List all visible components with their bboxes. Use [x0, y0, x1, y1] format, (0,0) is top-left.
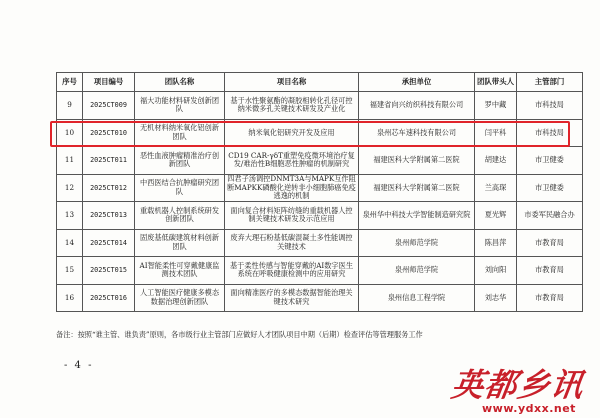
- header-unit: 承担单位: [359, 73, 475, 92]
- cell-dept: 市教育局: [517, 284, 583, 312]
- cell-no: 10: [57, 119, 83, 147]
- cell-leader: 刘志华: [475, 284, 517, 312]
- cell-dept: 市卫健委: [517, 174, 583, 202]
- cell-title: 面向复合材料矩阵纺缝的重载机器人控制关键技术研发及示范应用: [225, 202, 359, 230]
- cell-code: 2025CT014: [83, 229, 135, 257]
- header-team: 团队名称: [135, 73, 225, 92]
- cell-no: 13: [57, 202, 83, 230]
- cell-team: 重载机器人控制系统研发创新团队: [135, 202, 225, 230]
- cell-leader: 兰高琛: [475, 174, 517, 202]
- cell-code: 2025CT012: [83, 174, 135, 202]
- cell-unit: 福建省向兴纺织科技有限公司: [359, 92, 475, 120]
- table-row: [57, 174, 583, 202]
- table-header-row: [57, 73, 583, 92]
- cell-title: CD19 CAR-γδT重塑免疫微环境治疗复发/难治性B细胞恶性肿瘤的机制研究: [225, 147, 359, 175]
- cell-team: 固废基低碳建筑材料创新团队: [135, 229, 225, 257]
- cell-dept: 市委军民融合办: [517, 202, 583, 230]
- page-number: - 4 -: [64, 360, 94, 371]
- cell-code: 2025CT015: [83, 257, 135, 285]
- cell-leader: 刘向阳: [475, 257, 517, 285]
- cell-no: 15: [57, 257, 83, 285]
- cell-dept: 市科技局: [517, 119, 583, 147]
- table-row: [57, 147, 583, 175]
- cell-team: 恶性血液肿瘤精准治疗创新团队: [135, 147, 225, 175]
- cell-code: 2025CT016: [83, 284, 135, 312]
- cell-title: 废弃大理石粉基低碳混凝土多性能调控关键技术: [225, 229, 359, 257]
- cell-unit: 泉州芯车速科技有限公司: [359, 119, 475, 147]
- cell-no: 16: [57, 284, 83, 312]
- table-row: [57, 257, 583, 285]
- cell-leader: 陈昌萍: [475, 229, 517, 257]
- cell-dept: 市卫健委: [517, 147, 583, 175]
- table-row: [57, 202, 583, 230]
- header-dept: 主管部门: [517, 73, 583, 92]
- watermark-url: www.ydxx.net: [482, 402, 576, 415]
- header-no: 序号: [57, 73, 83, 92]
- cell-code: 2025CT013: [83, 202, 135, 230]
- cell-title: 基于柔性传感与智能穿戴的AI数字医生系统在呼吸健康检测中的应用研究: [225, 257, 359, 285]
- cell-code: 2025CT011: [83, 147, 135, 175]
- cell-dept: 市教育局: [517, 229, 583, 257]
- cell-unit: 福建医科大学附属第二医院: [359, 147, 475, 175]
- cell-team: 无机材料纳米氧化铝创新团队: [135, 119, 225, 147]
- cell-title: 基于水性聚氨酯的凝胶相转化孔径可控纳米微多孔关键技术研发及产业化: [225, 92, 359, 120]
- cell-unit: 泉州华中科技大学智能制造研究院: [359, 202, 475, 230]
- header-code: 项目编号: [83, 73, 135, 92]
- cell-leader: 罗中藏: [475, 92, 517, 120]
- cell-leader: 闫平科: [475, 119, 517, 147]
- cell-no: 9: [57, 92, 83, 120]
- cell-leader: 夏光辉: [475, 202, 517, 230]
- cell-team: 福大功能材料研发创新团队: [135, 92, 225, 120]
- cell-unit: 泉州师范学院: [359, 229, 475, 257]
- header-leader: 团队带头人: [475, 73, 517, 92]
- table-footnote: 备注：按照“谁主管、谁负责”原则，各市级行业主管部门应做好人才团队项目中期（后期）检查评估等管理服务工作: [56, 330, 423, 339]
- cell-unit: 福建医科大学附属第二医院: [359, 174, 475, 202]
- cell-dept: 市科技局: [517, 92, 583, 120]
- table-row: [57, 284, 583, 312]
- watermark-logo-text: 英都乡讯: [449, 366, 587, 404]
- cell-title: 面向精准医疗的多模态数据智能治理关键技术研究: [225, 284, 359, 312]
- cell-team: 中西医结合抗肿瘤研究团队: [135, 174, 225, 202]
- header-title: 项目名称: [225, 73, 359, 92]
- cell-no: 14: [57, 229, 83, 257]
- cell-no: 12: [57, 174, 83, 202]
- cell-team: AI智能柔性可穿戴健康监测技术团队: [135, 257, 225, 285]
- cell-unit: 泉州师范学院: [359, 257, 475, 285]
- cell-no: 11: [57, 147, 83, 175]
- cell-leader: 胡建达: [475, 147, 517, 175]
- table-row: [57, 92, 583, 120]
- cell-unit: 泉州信息工程学院: [359, 284, 475, 312]
- cell-title: 纳米氧化铝研究开发及应用: [225, 119, 359, 147]
- project-table: [56, 72, 583, 312]
- cell-title: 四君子汤调控DNMT3A与MAPK互作阻断MAPKK磷酸化逆转非小细胞肺癌免疫逃逸的机制: [225, 174, 359, 202]
- cell-code: 2025CT010: [83, 119, 135, 147]
- cell-team: 人工智能医疗健康多模态数据治理创新团队: [135, 284, 225, 312]
- table-row-highlighted: [57, 119, 583, 147]
- cell-dept: 市教育局: [517, 257, 583, 285]
- table-row: [57, 229, 583, 257]
- cell-code: 2025CT009: [83, 92, 135, 120]
